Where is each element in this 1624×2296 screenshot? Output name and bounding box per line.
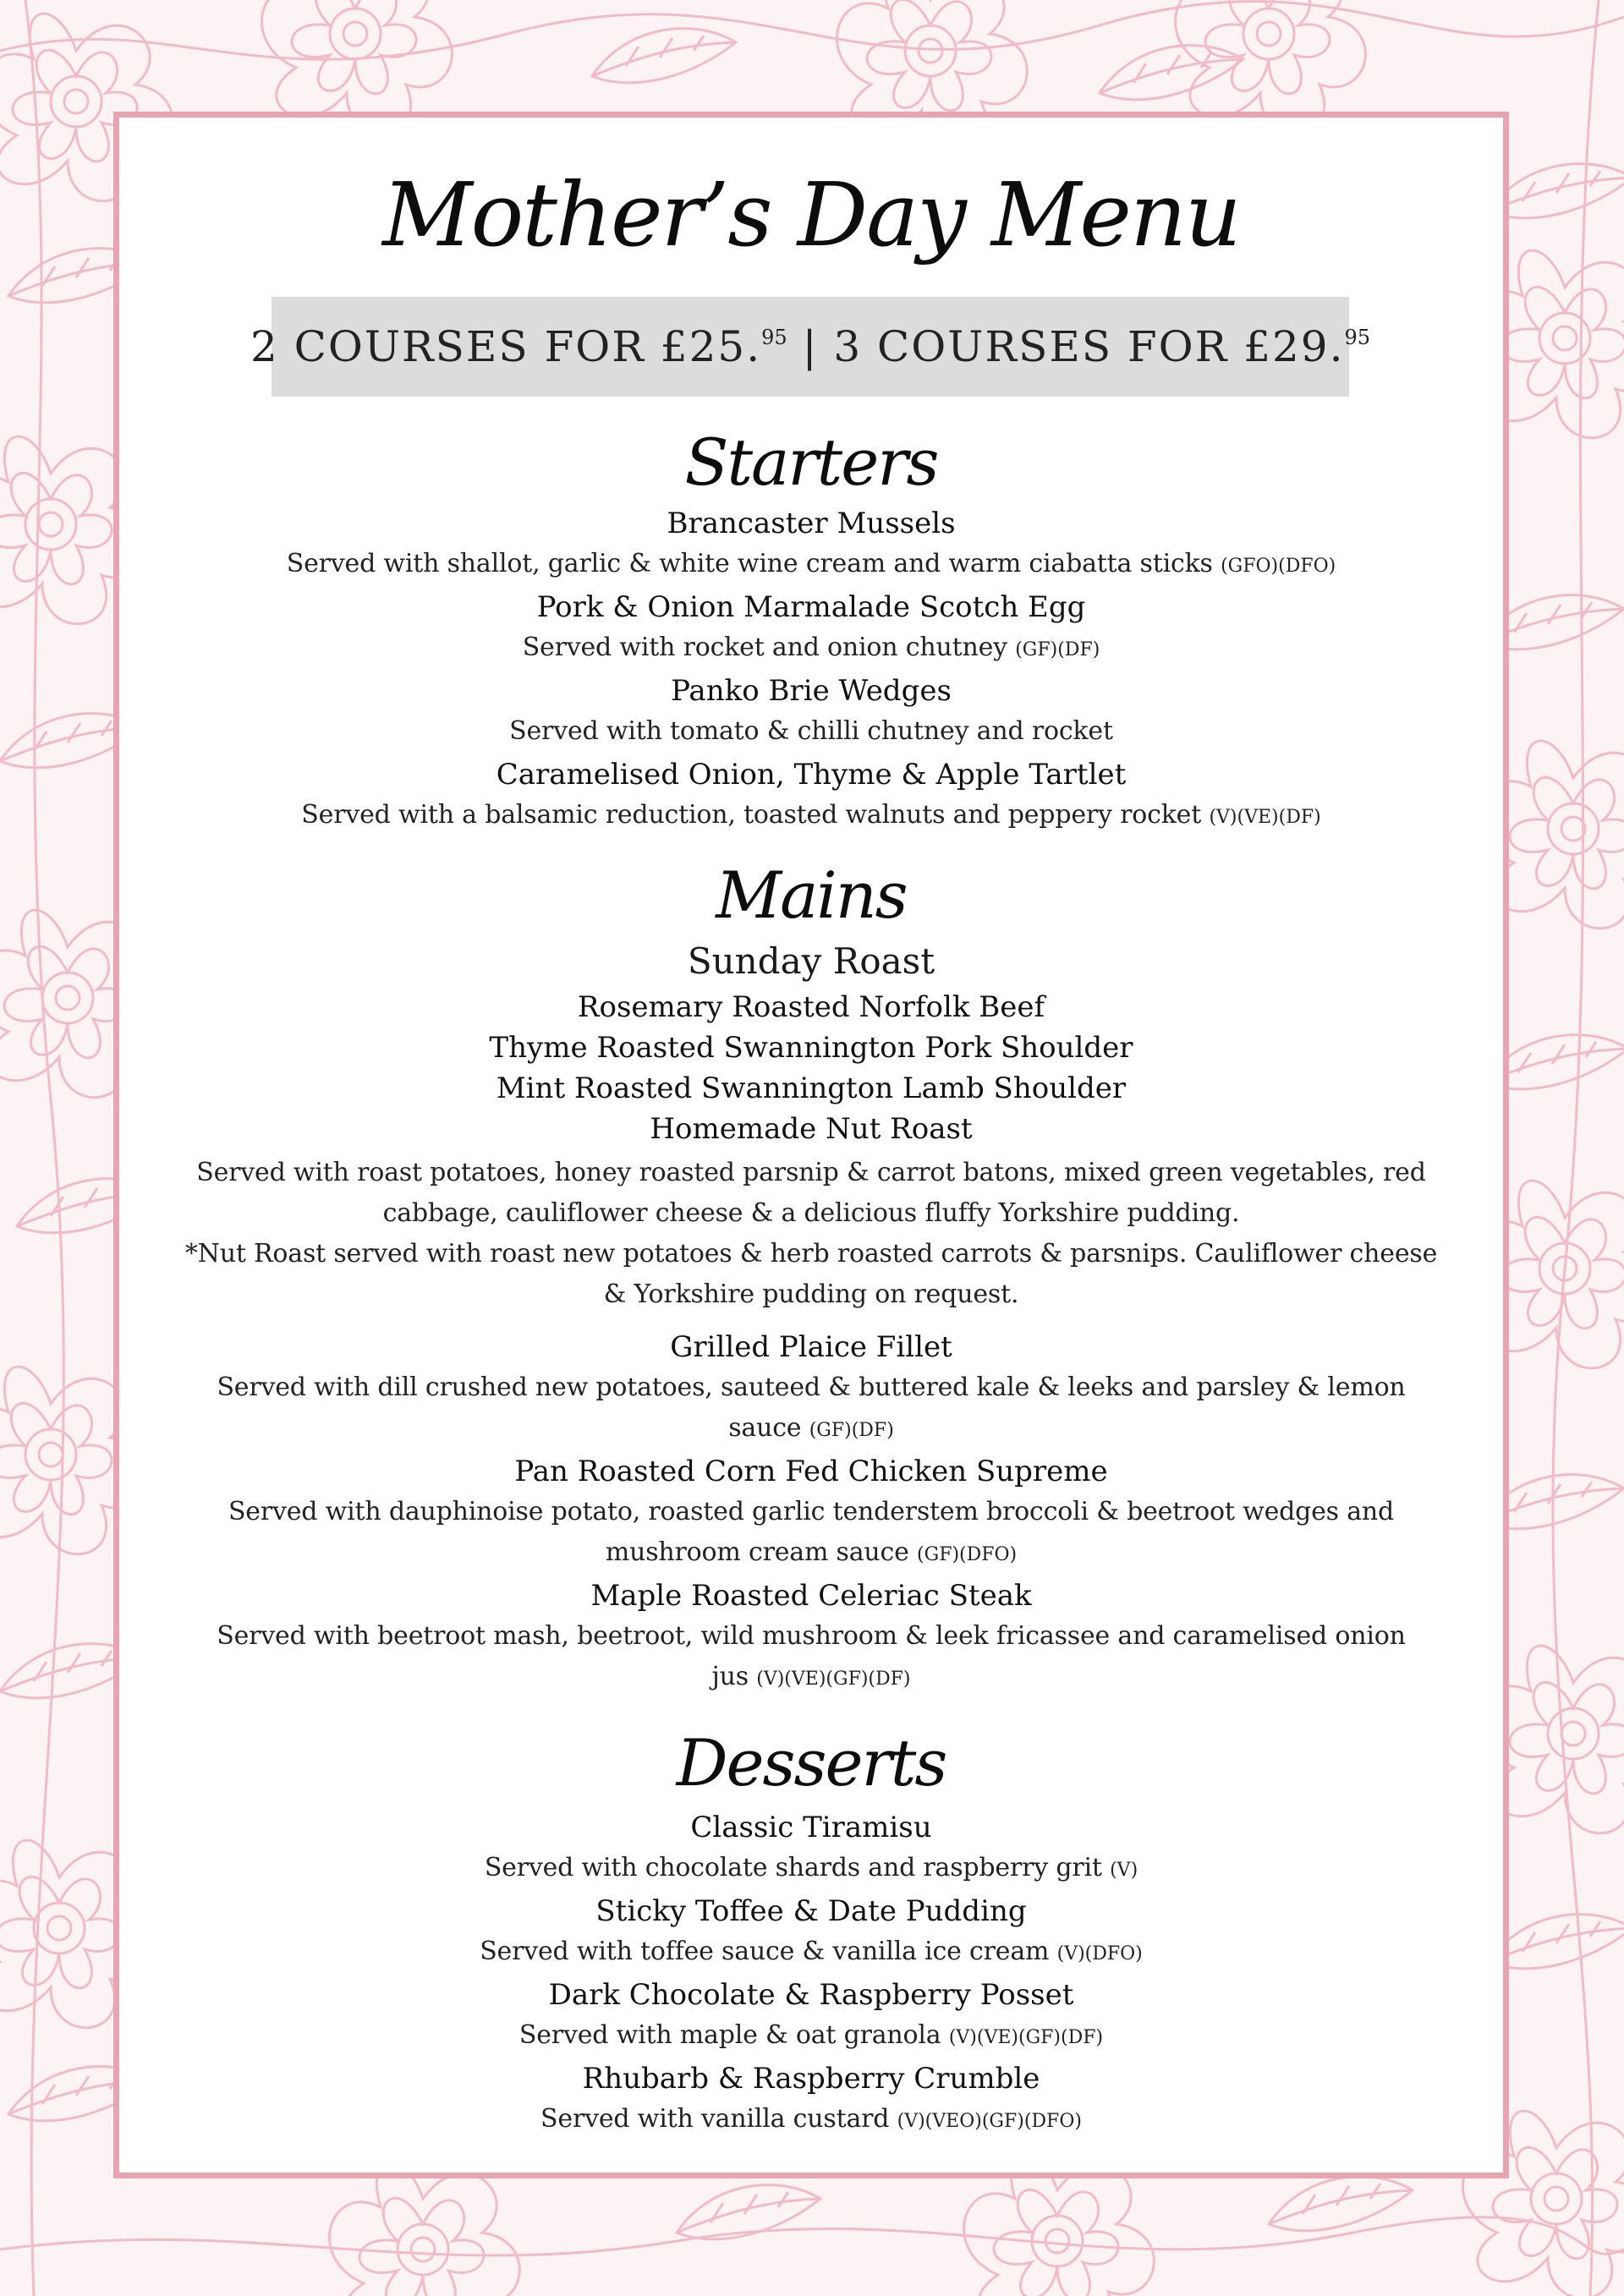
menu-card	[113, 112, 1509, 2178]
dish-description: Served with tomato & chilli chutney and rocket	[509, 716, 1113, 746]
dish-description: Served with chocolate shards and raspberry grit (V)	[484, 1853, 1138, 1882]
desserts-heading: Desserts	[676, 1725, 946, 1800]
dish-description: mushroom cream sauce (GF)(DFO)	[605, 1537, 1018, 1567]
mains-section	[119, 853, 1503, 1700]
dish-description: Served with dill crushed new potatoes, sauteed & buttered kale & leeks and parsley & lemon	[217, 1373, 1406, 1402]
roast-option: Mint Roasted Swannington Lamb Shoulder	[496, 1071, 1127, 1105]
mains-heading: Mains	[716, 858, 907, 933]
roast-description: & Yorkshire pudding on request.	[603, 1280, 1019, 1309]
price-bar	[250, 297, 1371, 397]
starters-section	[119, 420, 1503, 838]
dish-name: Pork & Onion Marmalade Scotch Egg	[536, 590, 1086, 624]
three-course-price: 3 COURSES FOR £29.95	[833, 322, 1371, 371]
roast-title: Sunday Roast	[687, 940, 935, 982]
roast-description: cabbage, cauliflower cheese & a delicious fluffy Yorkshire pudding.	[382, 1198, 1240, 1228]
dish-name: Caramelised Onion, Thyme & Apple Tartlet	[496, 758, 1127, 792]
dish-description: jus (V)(VE)(GF)(DF)	[711, 1662, 911, 1691]
dish-description: Served with rocket and onion chutney (GF)(DF)	[522, 633, 1100, 662]
dish-description: Served with maple & oat granola (V)(VE)(GF)(DF)	[518, 2020, 1104, 2050]
roast-option: Homemade Nut Roast	[650, 1112, 973, 1146]
dish-description: Served with vanilla custard (V)(VEO)(GF)(DFO)	[540, 2104, 1082, 2134]
dish-name: Classic Tiramisu	[690, 1811, 932, 1844]
roast-description: Served with roast potatoes, honey roasted parsnip & carrot batons, mixed green vegetables, red	[196, 1158, 1426, 1187]
dish-name: Brancaster Mussels	[667, 507, 956, 540]
dish-description: Served with shallot, garlic & white wine cream and warm ciabatta sticks (GFO)(DFO)	[286, 549, 1336, 578]
dish-name: Rhubarb & Raspberry Crumble	[582, 2062, 1040, 2096]
dish-name: Pan Roasted Corn Fed Chicken Supreme	[514, 1455, 1108, 1488]
dish-description: Served with dauphinoise potato, roasted garlic tenderstem broccoli & beetroot wedges and	[228, 1497, 1395, 1526]
dish-description: Served with beetroot mash, beetroot, wild mushroom & leek fricassee and caramelised onion	[217, 1621, 1406, 1651]
dish-name: Grilled Plaice Fillet	[670, 1330, 952, 1364]
dish-name: Maple Roasted Celeriac Steak	[590, 1579, 1032, 1613]
dish-description: Served with toffee sauce & vanilla ice cream (V)(DFO)	[480, 1937, 1143, 1966]
starters-heading: Starters	[684, 425, 938, 500]
dish-name: Sticky Toffee & Date Pudding	[595, 1894, 1027, 1928]
dish-name: Panko Brie Wedges	[671, 674, 952, 708]
desserts-section	[119, 1721, 1503, 2142]
roast-option: Thyme Roasted Swannington Pork Shoulder	[489, 1031, 1133, 1065]
roast-option: Rosemary Roasted Norfolk Beef	[577, 990, 1045, 1024]
two-course-price: 2 COURSES FOR £25.95	[250, 322, 787, 371]
roast-description: *Nut Roast served with roast new potatoes & herb roasted carrots & parsnips. Cauliflower cheese	[184, 1239, 1438, 1269]
dish-name: Dark Chocolate & Raspberry Posset	[548, 1978, 1074, 2012]
menu-title: Mother’s Day Menu	[382, 163, 1240, 266]
price-separator: |	[787, 322, 834, 371]
dish-description: Served with a balsamic reduction, toasted walnuts and peppery rocket (V)(VE)(DF)	[301, 800, 1321, 830]
dish-description: sauce (GF)(DF)	[728, 1413, 894, 1443]
